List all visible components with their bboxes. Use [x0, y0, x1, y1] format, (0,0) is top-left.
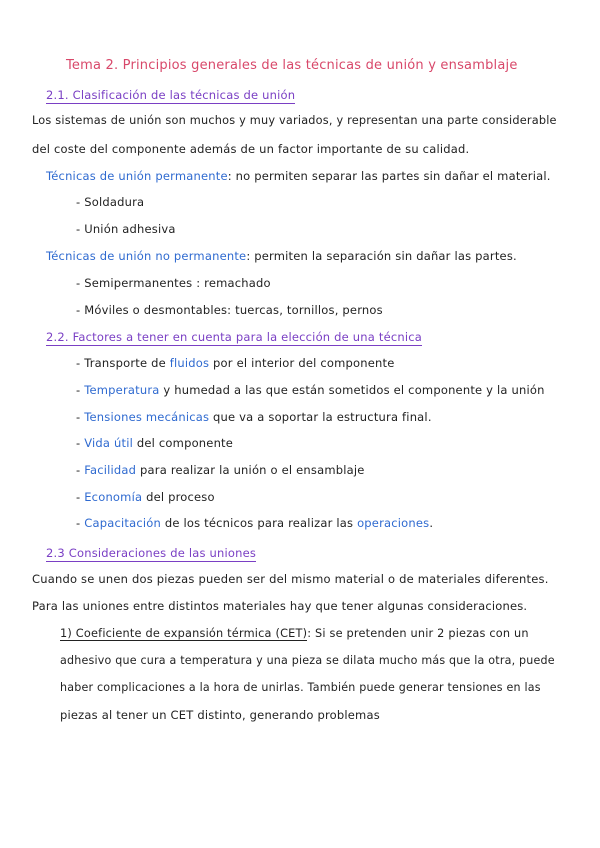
factor-post: de los técnicos para realizar las: [160, 516, 358, 530]
non-permanent-line: [46, 249, 517, 263]
paragraph-line: del coste del componente además de un factor importante de su calidad.: [32, 142, 470, 156]
factor-pre: -: [76, 383, 85, 397]
factor-highlight: operaciones: [357, 516, 430, 530]
paragraph-line: Cuando se unen dos piezas pueden ser del mismo material o de materiales diferentes.: [32, 572, 549, 586]
factor-item: [76, 356, 394, 370]
section-heading-2-3: 2.3 Consideraciones de las uniones: [46, 546, 257, 560]
factor-highlight: Economía: [84, 490, 143, 504]
page-title: Tema 2. Principios generales de las técnicas de unión y ensamblaje: [66, 58, 518, 73]
list-item: - Semipermanentes : remachado: [76, 276, 271, 290]
factor-pre: -: [76, 436, 85, 450]
non-permanent-text: : permiten la separación sin dañar las partes.: [246, 249, 517, 263]
cet-label: 1) Coeficiente de expansión térmica (CET): [60, 627, 308, 640]
factor-item: [76, 490, 215, 504]
factor-highlight: Capacitación: [84, 516, 161, 530]
factor-item: [76, 383, 545, 397]
section-heading-2-2: 2.2. Factores a tener en cuenta para la elección de una técnica: [46, 330, 423, 344]
factor-post: del componente: [133, 436, 234, 450]
factor-item: [76, 516, 433, 530]
cet-text: : Si se pretenden unir 2 piezas con un: [307, 627, 529, 640]
factor-pre: -: [76, 516, 85, 530]
factor-post: .: [429, 516, 434, 530]
list-item: - Soldadura: [76, 195, 145, 209]
factor-item: [76, 436, 233, 450]
paragraph-line: piezas al tener un CET distinto, generando problemas: [60, 708, 380, 722]
factor-post: por el interior del componente: [209, 356, 395, 370]
factor-highlight: Facilidad: [84, 463, 137, 477]
factor-pre: -: [76, 490, 85, 504]
list-item: - Unión adhesiva: [76, 222, 176, 236]
permanent-label: Técnicas de unión permanente: [46, 169, 228, 183]
non-permanent-label: Técnicas de unión no permanente: [46, 249, 247, 263]
factor-post: que va a soportar la estructura final.: [209, 410, 432, 424]
section-heading-2-1: 2.1. Clasificación de las técnicas de unión: [46, 88, 296, 102]
permanent-line: [46, 169, 551, 183]
permanent-text: : no permiten separar las partes sin dañar el material.: [227, 169, 551, 183]
factor-post: para realizar la unión o el ensamblaje: [136, 463, 365, 477]
factor-post: y humedad a las que están sometidos el componente y la unión: [159, 383, 545, 397]
factor-highlight: Vida útil: [84, 436, 134, 450]
factor-pre: - Transporte de: [76, 356, 170, 370]
factor-pre: -: [76, 463, 85, 477]
factor-post: del proceso: [142, 490, 215, 504]
paragraph-line: haber complicaciones a la hora de unirlas. También puede generar tensiones en las: [60, 681, 541, 694]
list-item: - Móviles o desmontables: tuercas, tornillos, pernos: [76, 303, 383, 317]
factor-highlight: Tensiones mecánicas: [84, 410, 210, 424]
factor-highlight: Temperatura: [84, 383, 160, 397]
factor-pre: -: [76, 410, 85, 424]
paragraph-line: Para las uniones entre distintos materiales hay que tener algunas consideraciones.: [32, 599, 528, 613]
cet-line: [60, 627, 529, 640]
paragraph-line: adhesivo que cura a temperatura y una pieza se dilata mucho más que la otra, puede: [60, 654, 555, 667]
factor-highlight: fluidos: [169, 356, 210, 370]
factor-item: [76, 410, 432, 424]
factor-item: [76, 463, 365, 477]
paragraph-line: Los sistemas de unión son muchos y muy variados, y representan una parte considerable: [32, 114, 557, 127]
